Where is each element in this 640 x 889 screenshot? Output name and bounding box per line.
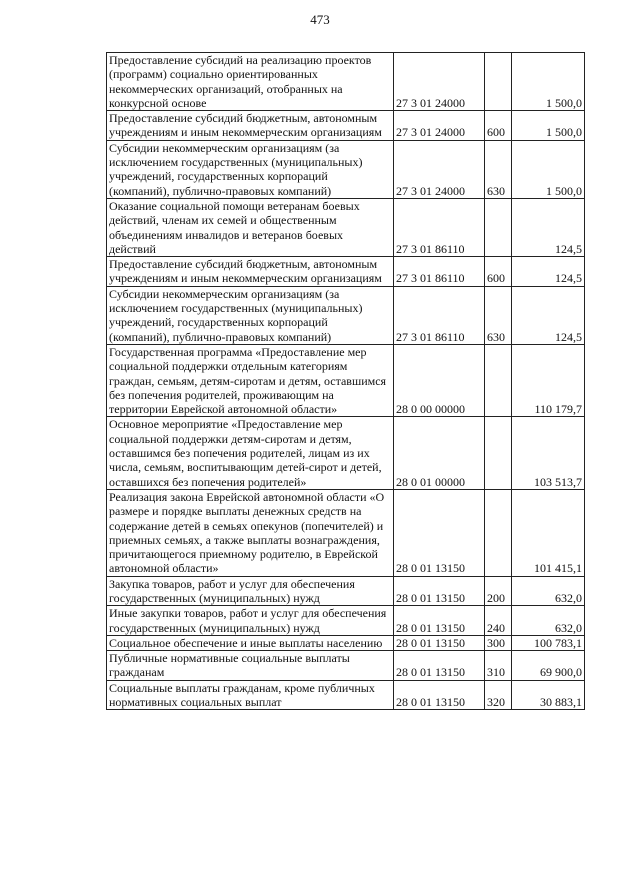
row-expense-type: 630 xyxy=(485,286,512,344)
row-code: 28 0 01 13150 xyxy=(394,680,485,710)
table-row xyxy=(107,651,585,681)
row-amount: 632,0 xyxy=(512,576,585,606)
table-row xyxy=(107,576,585,606)
row-expense-type: 310 xyxy=(485,651,512,681)
row-name: Основное мероприятие «Предоставление мер социальной поддержки детям-сиротам и детям, оставшимся без попечения родителей, лицам из их числа, семьям, воспитывающим детей-сирот и детей, оставшихся без попечения родителей» xyxy=(107,417,394,489)
row-name: Иные закупки товаров, работ и услуг для обеспечения государственных (муниципальных) нужд xyxy=(107,606,394,636)
table-row xyxy=(107,606,585,636)
row-name: Публичные нормативные социальные выплаты гражданам xyxy=(107,651,394,681)
row-amount: 124,5 xyxy=(512,257,585,287)
row-amount: 101 415,1 xyxy=(512,489,585,576)
row-amount: 30 883,1 xyxy=(512,680,585,710)
row-amount: 1 500,0 xyxy=(512,111,585,141)
budget-table xyxy=(106,52,585,710)
row-code: 28 0 01 13150 xyxy=(394,576,485,606)
row-name: Субсидии некоммерческим организациям (за исключением государственных (муниципальных) учреждений, государственных корпораций (компаний), публично-правовых компаний) xyxy=(107,140,394,198)
table-row xyxy=(107,140,585,198)
row-amount: 124,5 xyxy=(512,286,585,344)
row-amount: 100 783,1 xyxy=(512,635,585,650)
row-code: 28 0 01 13150 xyxy=(394,489,485,576)
table-row xyxy=(107,111,585,141)
row-expense-type xyxy=(485,417,512,489)
row-name: Закупка товаров, работ и услуг для обеспечения государственных (муниципальных) нужд xyxy=(107,576,394,606)
row-amount: 1 500,0 xyxy=(512,53,585,111)
row-expense-type: 300 xyxy=(485,635,512,650)
row-amount: 124,5 xyxy=(512,198,585,256)
table-row xyxy=(107,344,585,416)
row-expense-type: 320 xyxy=(485,680,512,710)
row-amount: 1 500,0 xyxy=(512,140,585,198)
row-code: 27 3 01 86110 xyxy=(394,286,485,344)
row-name: Государственная программа «Предоставление мер социальной поддержки отдельным категориям граждан, семьям, детям-сиротам и детям, оставшимся без попечения родителей, проживающим на территории Еврейской автономной области» xyxy=(107,344,394,416)
table-row xyxy=(107,198,585,256)
row-expense-type xyxy=(485,489,512,576)
row-expense-type xyxy=(485,53,512,111)
row-code: 28 0 01 13150 xyxy=(394,635,485,650)
row-expense-type xyxy=(485,198,512,256)
row-name: Предоставление субсидий бюджетным, автономным учреждениям и иным некоммерческим организациям xyxy=(107,257,394,287)
row-code: 27 3 01 24000 xyxy=(394,140,485,198)
row-code: 28 0 01 00000 xyxy=(394,417,485,489)
table-row xyxy=(107,635,585,650)
row-expense-type: 600 xyxy=(485,257,512,287)
table-row xyxy=(107,489,585,576)
table-row xyxy=(107,286,585,344)
row-name: Оказание социальной помощи ветеранам боевых действий, членам их семей и общественным объединениям инвалидов и ветеранов боевых действий xyxy=(107,198,394,256)
row-code: 27 3 01 24000 xyxy=(394,53,485,111)
row-name: Социальное обеспечение и иные выплаты населению xyxy=(107,635,394,650)
row-name: Предоставление субсидий на реализацию проектов (программ) социально ориентированных некоммерческих организаций, отобранных на конкурсной основе xyxy=(107,53,394,111)
page-number: 473 xyxy=(310,12,330,27)
table-row xyxy=(107,257,585,287)
row-code: 27 3 01 86110 xyxy=(394,198,485,256)
table-row xyxy=(107,680,585,710)
row-code: 28 0 01 13150 xyxy=(394,651,485,681)
row-name: Реализация закона Еврейской автономной области «О размере и порядке выплаты денежных средств на содержание детей в семьях опекунов (попечителей) и приемных семьях, а также выплаты вознаграждения, причитающегося приемному родителю, в Еврейской автономной области» xyxy=(107,489,394,576)
budget-table-body xyxy=(107,53,585,710)
row-name: Социальные выплаты гражданам, кроме публичных нормативных социальных выплат xyxy=(107,680,394,710)
row-name: Предоставление субсидий бюджетным, автономным учреждениям и иным некоммерческим организациям xyxy=(107,111,394,141)
row-name: Субсидии некоммерческим организациям (за исключением государственных (муниципальных) учреждений, государственных корпораций (компаний), публично-правовых компаний) xyxy=(107,286,394,344)
row-expense-type: 600 xyxy=(485,111,512,141)
table-row xyxy=(107,53,585,111)
row-amount: 69 900,0 xyxy=(512,651,585,681)
row-code: 28 0 01 13150 xyxy=(394,606,485,636)
table-row xyxy=(107,417,585,489)
row-code: 27 3 01 86110 xyxy=(394,257,485,287)
row-code: 27 3 01 24000 xyxy=(394,111,485,141)
row-expense-type xyxy=(485,344,512,416)
row-amount: 110 179,7 xyxy=(512,344,585,416)
row-expense-type: 240 xyxy=(485,606,512,636)
row-expense-type: 630 xyxy=(485,140,512,198)
row-code: 28 0 00 00000 xyxy=(394,344,485,416)
row-amount: 632,0 xyxy=(512,606,585,636)
row-amount: 103 513,7 xyxy=(512,417,585,489)
row-expense-type: 200 xyxy=(485,576,512,606)
